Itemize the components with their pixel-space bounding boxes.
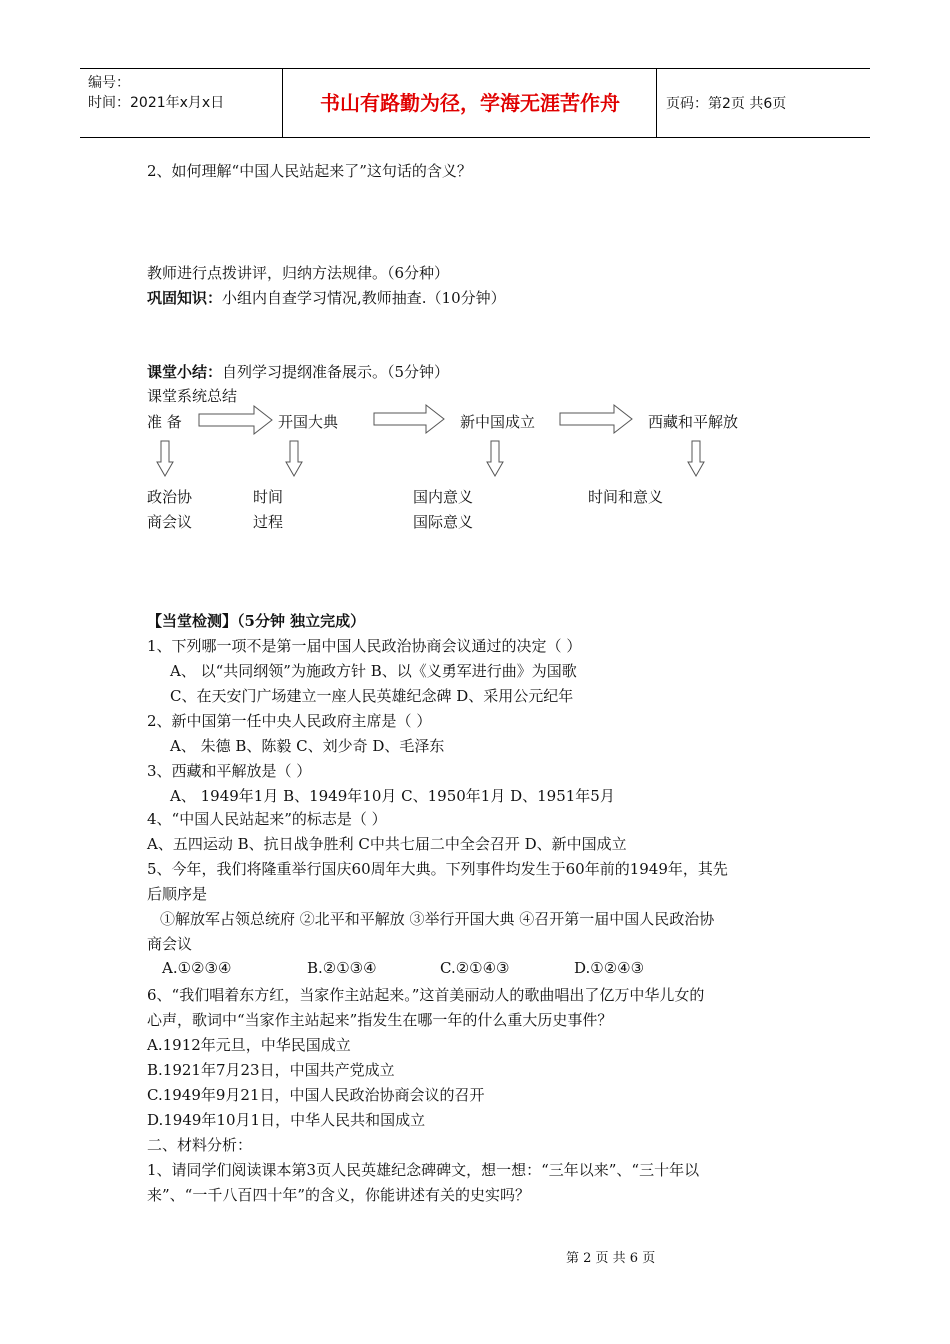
test-line: 1、下列哪一项不是第一届中国人民政治协商会议通过的决定（ ） bbox=[147, 637, 582, 655]
down-arrow bbox=[688, 441, 704, 476]
node-founding-ceremony: 开国大典 bbox=[278, 413, 339, 431]
consolidate-text: 小组内自查学习情况,教师抽查.（10分钟） bbox=[222, 289, 506, 307]
q5-option-d: D.①②④③ bbox=[574, 959, 645, 977]
summary-label: 课堂小结： bbox=[147, 363, 223, 381]
right-arrow bbox=[560, 405, 632, 433]
test-line: 6、“我们唱着东方红，当家作主站起来。”这首美丽动人的歌曲唱出了亿万中华儿女的 bbox=[147, 986, 705, 1004]
test-line: 心声，歌词中“当家作主站起来”指发生在哪一年的什么重大历史事件？ bbox=[147, 1011, 613, 1029]
sub-item: 国际意义 bbox=[413, 513, 474, 531]
test-line: A、 朱德 B、陈毅 C、刘少奇 D、毛泽东 bbox=[170, 737, 445, 755]
q5-option-b: B.②①③④ bbox=[307, 959, 377, 977]
test-line: ①解放军占领总统府 ②北平和平解放 ③举行开国大典 ④召开第一届中国人民政治协 bbox=[160, 910, 715, 928]
test-line: 5、今年，我们将隆重举行国庆60周年大典。下列事件均发生于60年前的1949年，其先 bbox=[147, 860, 728, 878]
down-arrow bbox=[157, 441, 173, 476]
node-prepare: 准 备 bbox=[147, 413, 182, 431]
test-line: 2、新中国第一任中央人民政府主席是（ ） bbox=[147, 712, 432, 730]
date-line: 时间：2021年x月x日 bbox=[88, 95, 225, 111]
page-info: 页码：第2页 共6页 bbox=[666, 96, 787, 112]
sub-item: 过程 bbox=[253, 513, 284, 531]
test-line: A、 1949年1月 B、1949年10月 C、1950年1月 D、1951年5月 bbox=[170, 787, 615, 805]
test-line: A.1912年元旦，中华民国成立 bbox=[147, 1036, 351, 1054]
q5-option-c: C.②①④③ bbox=[440, 959, 510, 977]
test-line: 3、西藏和平解放是（ ） bbox=[147, 762, 312, 780]
node-tibet: 西藏和平解放 bbox=[648, 413, 739, 431]
question-2: 2、如何理解“中国人民站起来了”这句话的含义？ bbox=[147, 162, 472, 180]
sub-item: 时间和意义 bbox=[588, 488, 664, 506]
test-line: 1、请同学们阅读课本第3页人民英雄纪念碑碑文，想一想：“三年以来”、“三十年以 bbox=[147, 1161, 700, 1179]
page-footer: 第 2 页 共 6 页 bbox=[566, 1251, 656, 1266]
sub-item: 国内意义 bbox=[413, 488, 474, 506]
test-line: A、 以“共同纲领”为施政方针 B、以《义勇军进行曲》为国歌 bbox=[170, 662, 577, 680]
test-line: A、五四运动 B、抗日战争胜利 C中共七届二中全会召开 D、新中国成立 bbox=[147, 835, 627, 853]
sub-item: 时间 bbox=[253, 488, 284, 506]
sub-item: 商会议 bbox=[147, 513, 193, 531]
sub-item: 政治协 bbox=[147, 488, 193, 506]
summary-flow-diagram bbox=[0, 0, 950, 560]
q5-option-a: A.①②③④ bbox=[162, 959, 232, 977]
system-summary: 课堂系统总结 bbox=[147, 387, 238, 405]
number-label: 编号： bbox=[88, 75, 130, 91]
right-arrow bbox=[199, 406, 272, 434]
summary-text: 自列学习提纲准备展示。（5分钟） bbox=[222, 363, 450, 381]
right-arrow bbox=[374, 405, 444, 433]
test-line: C.1949年9月21日，中国人民政治协商会议的召开 bbox=[147, 1086, 485, 1104]
test-line: D.1949年10月1日，中华人民共和国成立 bbox=[147, 1111, 426, 1129]
test-line: 商会议 bbox=[147, 935, 193, 953]
motto: 书山有路勤为径，学海无涯苦作舟 bbox=[320, 91, 620, 115]
section-heading: 二、材料分析： bbox=[147, 1136, 253, 1154]
node-new-china: 新中国成立 bbox=[460, 413, 536, 431]
test-line: 来”、“一千八百四十年”的含义，你能讲述有关的史实吗？ bbox=[147, 1186, 531, 1204]
teacher-line: 教师进行点拨讲评，归纳方法规律。（6分种） bbox=[147, 264, 450, 282]
consolidate-label: 巩固知识： bbox=[147, 289, 223, 307]
down-arrow bbox=[286, 441, 302, 476]
test-line: C、在天安门广场建立一座人民英雄纪念碑 D、采用公元纪年 bbox=[170, 687, 574, 705]
test-title: 【当堂检测】（5分钟 独立完成） bbox=[147, 612, 366, 630]
test-line: 后顺序是 bbox=[147, 885, 208, 903]
test-line: 4、“中国人民站起来”的标志是（ ） bbox=[147, 810, 387, 828]
test-line: B.1921年7月23日，中国共产党成立 bbox=[147, 1061, 395, 1079]
down-arrow bbox=[487, 441, 503, 476]
